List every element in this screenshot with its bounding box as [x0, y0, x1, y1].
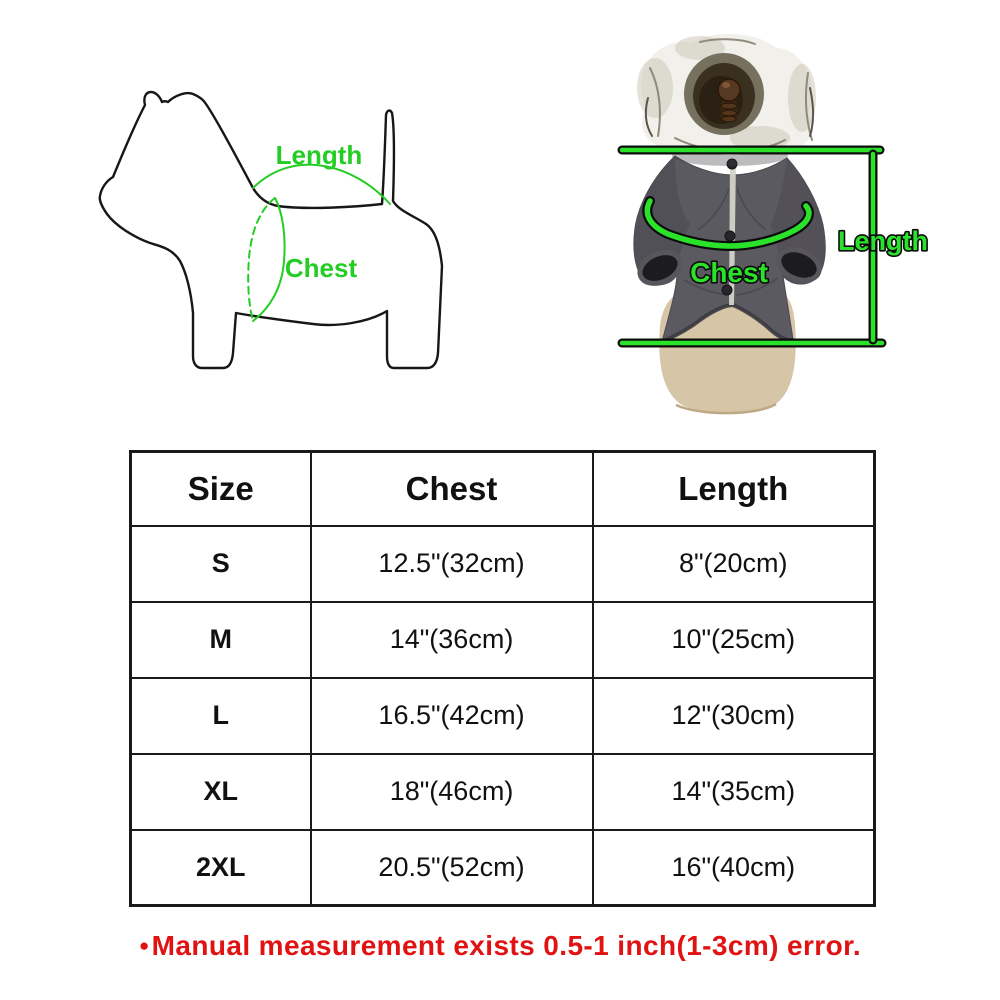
length-cell: 14"(35cm)	[593, 754, 875, 830]
table-header-row	[131, 452, 875, 526]
note-text: Manual measurement exists 0.5-1 inch(1-3cm) error.	[151, 930, 862, 961]
length-cell: 10"(25cm)	[593, 602, 875, 678]
button	[725, 231, 735, 241]
diagram-chest-label: Chest	[284, 253, 358, 283]
size-table	[129, 450, 876, 907]
table-row	[131, 526, 875, 602]
table-row	[131, 602, 875, 678]
header-size: Size	[131, 452, 311, 526]
chest-cell: 20.5"(52cm)	[311, 830, 593, 906]
header-chest: Chest	[311, 452, 593, 526]
note-bullet: ●	[138, 936, 150, 955]
measurement-note	[0, 921, 1000, 971]
coat-product-photo	[580, 28, 1000, 428]
table-row	[131, 830, 875, 906]
chest-cell: 16.5"(42cm)	[311, 678, 593, 754]
size-cell: S	[131, 526, 311, 602]
dog-outline	[100, 92, 442, 368]
chest-cell: 14"(36cm)	[311, 602, 593, 678]
length-cell: 8"(20cm)	[593, 526, 875, 602]
size-cell: M	[131, 602, 311, 678]
length-cell: 12"(30cm)	[593, 678, 875, 754]
chest-cell: 18"(46cm)	[311, 754, 593, 830]
chest-cell: 12.5"(32cm)	[311, 526, 593, 602]
size-cell: XL	[131, 754, 311, 830]
header-length: Length	[593, 452, 875, 526]
table-row	[131, 754, 875, 830]
photo-length-label: Length	[838, 226, 928, 256]
photo-chest-label: Chest	[690, 257, 768, 288]
length-cell: 16"(40cm)	[593, 830, 875, 906]
table-row	[131, 678, 875, 754]
diagram-length-label: Length	[275, 140, 363, 170]
size-cell: L	[131, 678, 311, 754]
size-cell: 2XL	[131, 830, 311, 906]
dog-measurement-diagram	[55, 85, 485, 405]
